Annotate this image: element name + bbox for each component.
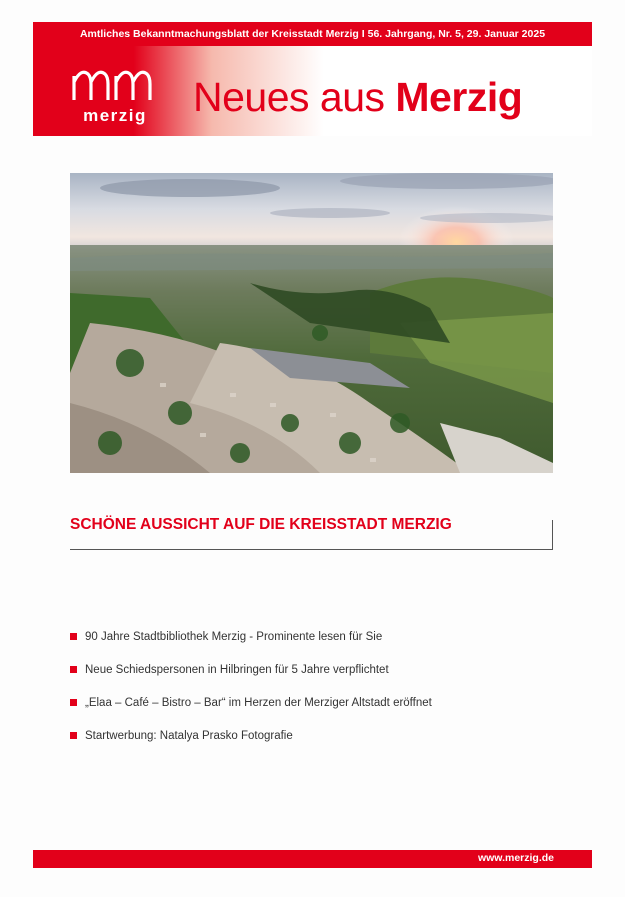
publication-title (193, 74, 522, 121)
masthead (33, 46, 592, 136)
headline-divider-vertical (552, 520, 553, 550)
list-item (70, 725, 570, 746)
merzig-logo (71, 62, 155, 126)
title-part-2: Merzig (395, 74, 523, 120)
list-item-text: „Elaa – Café – Bistro – Bar“ im Herzen der Merziger Altstadt eröffnet (85, 696, 432, 709)
logo-text: merzig (83, 106, 147, 125)
square-bullet-icon (70, 699, 77, 706)
list-item-text: Neue Schiedspersonen in Hilbringen für 5 Jahre verpflichtet (85, 663, 389, 676)
website-link[interactable]: www.merzig.de (477, 852, 554, 864)
list-item (70, 659, 570, 680)
mm-logo-icon (71, 62, 155, 102)
header-bar (33, 22, 592, 46)
list-item (70, 626, 570, 647)
cover-headline: SCHÖNE AUSSICHT AUF DIE KREISSTADT MERZIG (70, 516, 452, 533)
list-item (70, 692, 570, 713)
square-bullet-icon (70, 666, 77, 673)
footer-bar (33, 850, 592, 868)
list-item-text: Startwerbung: Natalya Prasko Fotografie (85, 729, 293, 742)
square-bullet-icon (70, 732, 77, 739)
title-part-1: Neues aus (193, 74, 396, 120)
cover-photo (70, 173, 553, 473)
header-bar-text: Amtliches Bekanntmachungsblatt der Kreisstadt Merzig I 56. Jahrgang, Nr. 5, 29. Januar 2025 (79, 28, 546, 40)
contents-list (70, 626, 570, 758)
headline-divider (70, 549, 553, 550)
list-item-text: 90 Jahre Stadtbibliothek Merzig - Prominente lesen für Sie (85, 630, 383, 643)
square-bullet-icon (70, 633, 77, 640)
aerial-photo-icon (70, 173, 553, 473)
